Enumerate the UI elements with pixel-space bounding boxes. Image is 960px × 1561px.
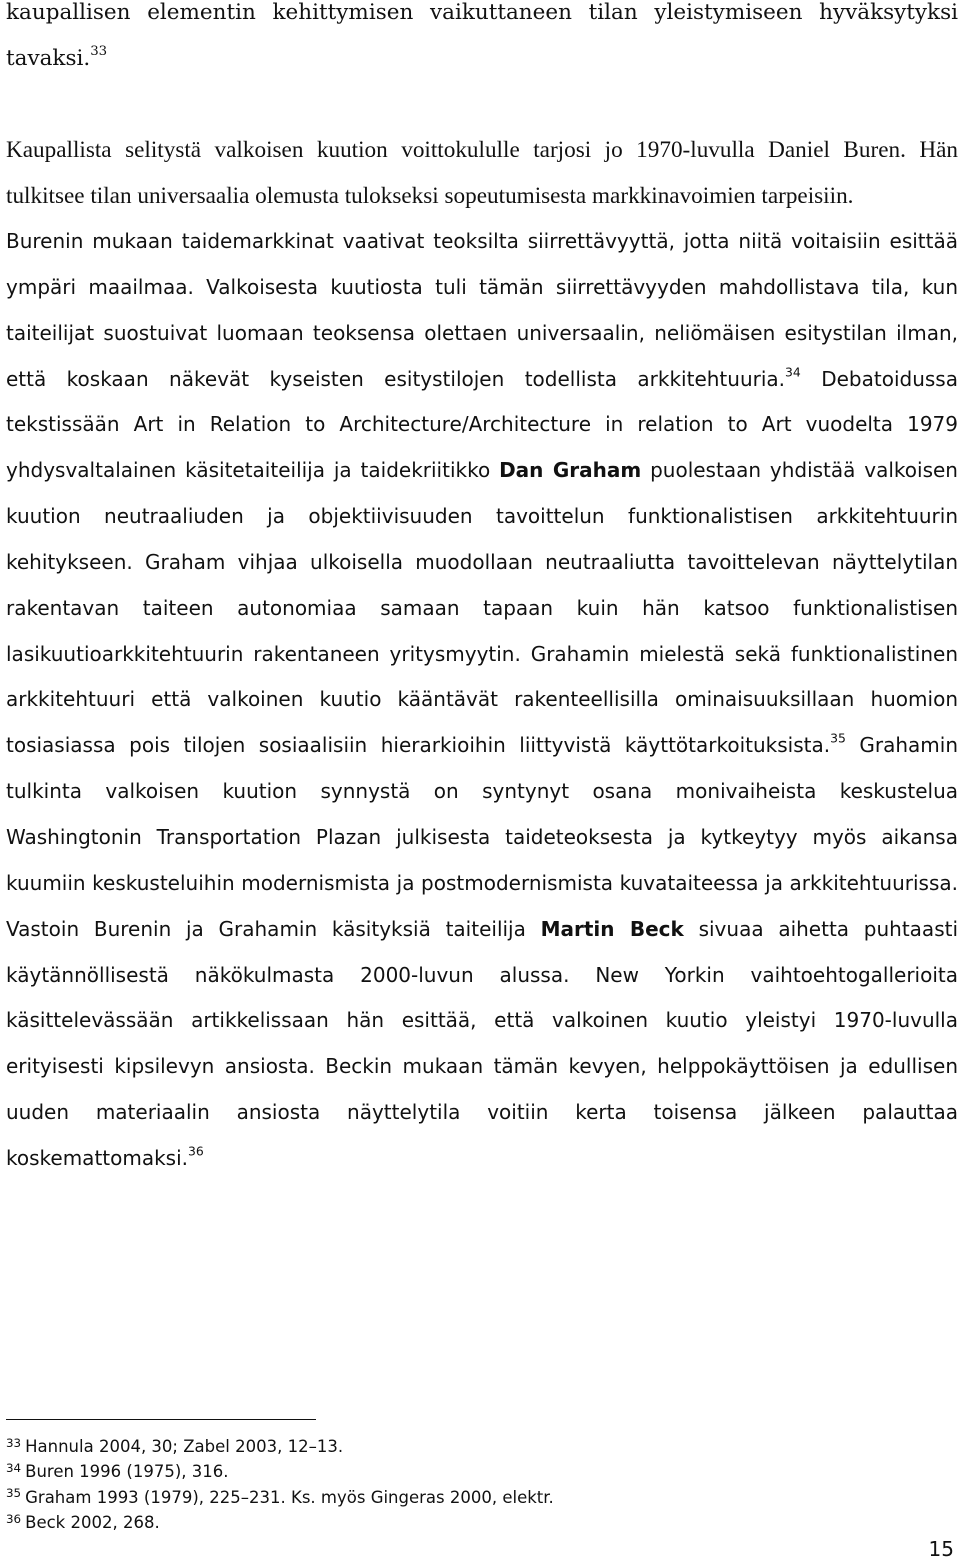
footnote-text: Buren 1996 (1975), 316. bbox=[25, 1462, 229, 1482]
footnote-number: 36 bbox=[6, 1511, 22, 1526]
footnote-number: 35 bbox=[6, 1486, 22, 1501]
footnote-ref-33: 33 bbox=[90, 44, 108, 60]
paragraph-2 bbox=[6, 127, 958, 219]
paragraph-1-text: kaupallisen elementin kehittymisen vaikuttaneen tilan yleistymiseen hyväksytyksi tavaksi. bbox=[6, 0, 958, 71]
footnote-33 bbox=[6, 1434, 806, 1459]
footnote-ref-35: 35 bbox=[830, 730, 846, 746]
paragraph-3-text-b: Debatoidussa tekstissään Art in Relation to Architecture/Architecture in relation to Art vuodelta 1979 yhdysvaltalainen käsitetaiteilija ja taidekriitikko bbox=[6, 366, 958, 483]
paragraph-3 bbox=[6, 219, 958, 1182]
footnote-text: Beck 2002, 268. bbox=[25, 1512, 160, 1532]
footnote-number: 33 bbox=[6, 1435, 22, 1450]
name-dan-graham: Dan Graham bbox=[499, 458, 642, 483]
page-number: 15 bbox=[928, 1537, 954, 1561]
footnote-36 bbox=[6, 1510, 806, 1535]
paragraph-3-text-e: sivuaa aihetta puhtaasti käytännöllisestä näkökulmasta 2000-luvun alussa. New Yorkin vaihtoehtogallerioita käsittelevässään artikkelissaan hän esittää, että valkoinen kuutio yleistyi 1970-luvulla erityisesti kipsilevyn ansiosta. Beckin mukaan tämän kevyen, helppokäyttöisen ja edullisen uuden materiaalin ansiosta näyttelytila voitiin kerta toisensa jälkeen palauttaa koskemattomaksi. bbox=[6, 916, 959, 1170]
footnotes bbox=[6, 1434, 806, 1535]
paragraph-1 bbox=[6, 0, 958, 82]
footnote-34 bbox=[6, 1459, 806, 1484]
footnote-text: Graham 1993 (1979), 225–231. Ks. myös Gingeras 2000, elektr. bbox=[25, 1487, 554, 1507]
footnote-number: 34 bbox=[6, 1460, 22, 1475]
paragraph-3-text-a: Burenin mukaan taidemarkkinat vaativat teoksilta siirrettävyyttä, jotta niitä voitaisiin esittää ympäri maailmaa. Valkoisesta kuutiosta tuli tämän siirrettävyyden mahdollistava tila, kun taiteilijat suostuivat luomaan teoksensa olettaen universaalin, neliömäisen esitystilan ilman, että koskaan näkevät kyseisten esitystilojen todellista arkkitehtuuria. bbox=[6, 229, 958, 391]
footnote-ref-34: 34 bbox=[785, 364, 801, 380]
footnote-text: Hannula 2004, 30; Zabel 2003, 12–13. bbox=[25, 1437, 344, 1456]
footnote-separator bbox=[6, 1419, 316, 1420]
paragraph-2-text: Kaupallista selitystä valkoisen kuution voittokululle tarjosi jo 1970-luvulla Daniel Buren. Hän tulkitsee tilan universaalia olemusta tulokseksi sopeutumisesta markkinavoimien tarpeisiin. bbox=[6, 137, 958, 209]
footnote-ref-36: 36 bbox=[188, 1143, 204, 1159]
paragraph-3-text-c: puolestaan yhdistää valkoisen kuution neutraaliuden ja objektiivisuuden tavoittelun funktionalistisen arkkitehtuurin kehitykseen. Graham vihjaa ulkoisella muodollaan neutraaliutta tavoittelevan näyttelytilan rakentavan taiteen autonomiaa samaan tapaan kuin hän katsoo funktionalistisen lasikuutioarkkitehtuurin rakentaneen yritysmyytin. Grahamin mielestä sekä funktionalistinen arkkitehtuuri että valkoinen kuutio kääntävät rakenteellisilla ominaisuuksillaan huomion tosiasiassa pois tilojen sosiaalisiin hierarkioihin liittyvistä käyttötarkoituksista. bbox=[6, 458, 958, 758]
paragraph-3-text-d: Grahamin tulkinta valkoisen kuution synnystä on syntynyt osana monivaiheista keskustelua Washingtonin Transportation Plazan julkisesta taideteoksesta ja kytkeytyy myös aikansa kuumiin keskusteluihin modernismista ja postmodernismista kuvataiteessa ja arkkitehtuurissa. Vastoin Burenin ja Grahamin käsityksiä taiteilija bbox=[6, 733, 958, 941]
footnote-35 bbox=[6, 1485, 806, 1510]
name-martin-beck: Martin Beck bbox=[540, 916, 684, 941]
